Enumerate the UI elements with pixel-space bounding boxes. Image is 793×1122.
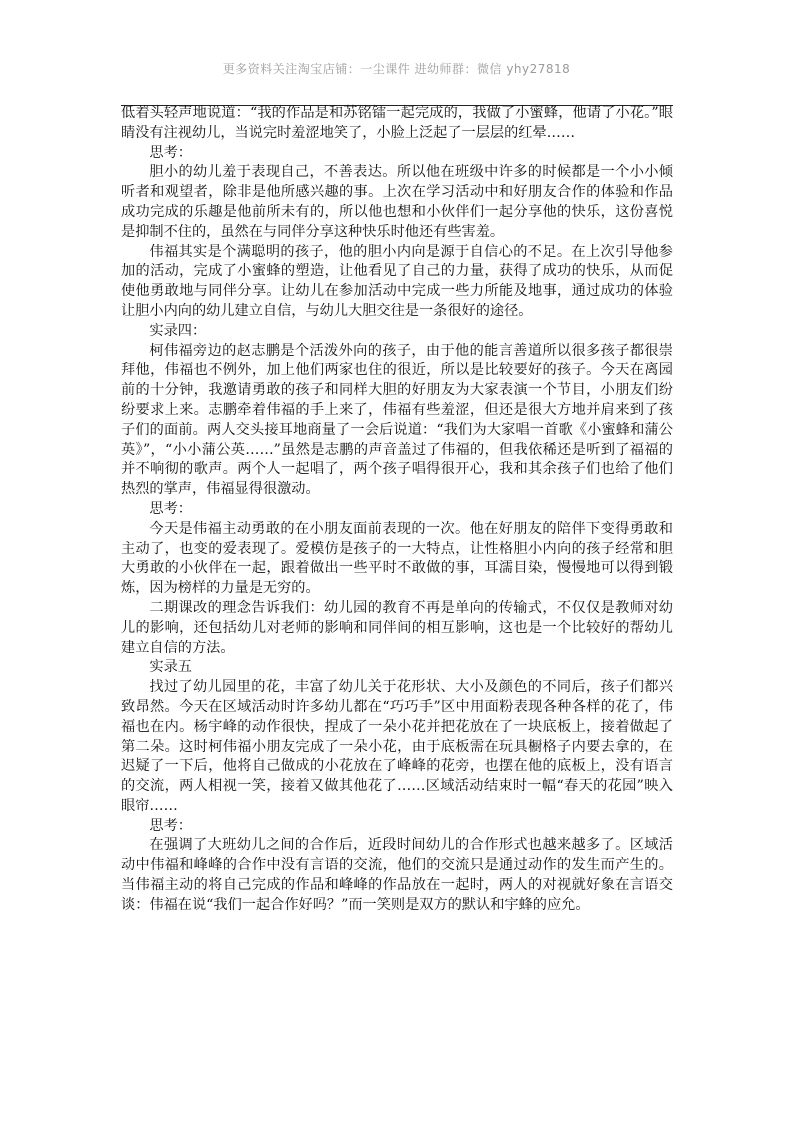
paragraph: 柯伟福旁边的赵志鹏是个活泼外向的孩子，由于他的能言善道所以很多孩子都很崇拜他，伟福也不例外，加上他们两家也住的很近，所以是比较要好的孩子。今天在离园前的十分钟，我邀请勇敢的孩子和同样大胆的好朋友为大家表演一个节目，小朋友们纷纷要求上来。志鹏牵着伟福的手上来了，伟福有些羞涩，但还是很大方地并肩来到了孩子们的面前。两人交头接耳地商量了一会后说道：“我们为大家唱一首歌《小蜜蜂和蒲公英》”，“小小蒲公英……”虽然是志鹏的声音盖过了伟福的，但我依稀还是听到了福福的并不响彻的歌声。两个人一起唱了，两个孩子唱得很开心，我和其余孩子们也给了他们热烈的掌声，伟福显得很激动。	[121, 342, 673, 498]
section-label: 实录四：	[149, 322, 207, 339]
section-label: 思考：	[149, 817, 192, 834]
paragraph: 二期课改的理念告诉我们：幼儿园的教育不再是单向的传输式，不仅仅是教师对幼儿的影响，还包括幼儿对老师的影响和同伴间的相互影响，这也是一个比较好的帮幼儿建立自信的方法。	[121, 599, 673, 656]
document-body	[121, 104, 673, 916]
section-label: 思考：	[149, 500, 192, 517]
paragraph: 在强调了大班幼儿之间的合作后，近段时间幼儿的合作形式也越来越多了。区域活动中伟福和峰峰的合作中没有言语的交流，他们的交流只是通过动作的发生而产生的。当伟福主动的将自己完成的作品和峰峰的作品放在一起时，两人的对视就好象在言语交谈：伟福在说“我们一起合作好吗？”而一笑则是双方的默认和宇蜂的应允。	[121, 837, 673, 913]
section-label: 实录五	[149, 659, 192, 676]
paragraph: 伟福其实是个满聪明的孩子，他的胆小内向是源于自信心的不足。在上次引导他参加的活动，完成了小蜜蜂的塑造，让他看见了自己的力量，获得了成功的快乐，从而促使他勇敢地与同伴分享。让幼儿在参加活动中完成一些力所能及地事，通过成功的体验让胆小内向的幼儿建立自信，与幼儿大胆交往是一条很好的途径。	[121, 243, 673, 319]
header-watermark: 更多资料关注淘宝店铺：一尘课件 进幼师群：微信 yhy27818	[222, 62, 571, 76]
section-label: 思考：	[149, 144, 192, 161]
paragraph: 低着头轻声地说道：“我的作品是和苏铭镭一起完成的，我做了小蜜蜂，他请了小花。”眼睛没有注视幼儿，当说完时羞涩地笑了，小脸上泛起了一层层的红晕……	[121, 105, 673, 141]
paragraph: 今天是伟福主动勇敢的在小朋友面前表现的一次。他在好朋友的陪伴下变得勇敢和主动了，也变的爱表现了。爱模仿是孩子的一大特点，让性格胆小内向的孩子经常和胆大勇敢的小伙伴在一起，跟着做出一些平时不敢做的事，耳濡目染，慢慢地可以得到锻炼，因为榜样的力量是无穷的。	[121, 520, 673, 597]
paragraph: 胆小的幼儿羞于表现自己，不善表达。所以他在班级中许多的时候都是一个小小倾听者和观望者，除非是他所感兴趣的事。上次在学习活动中和好朋友合作的体验和作品成功完成的乐趣是他前所未有的，所以他也想和小伙伴们一起分享他的快乐，这份喜悦是抑制不住的，虽然在与同伴分享这种快乐时他还有些害羞。	[121, 164, 673, 240]
paragraph: 找过了幼儿园里的花，丰富了幼儿关于花形状、大小及颜色的不同后，孩子们都兴致昂然。今天在区域活动时许多幼儿都在“巧巧手”区中用面粉表现各种各样的花了，伟福也在内。杨宇峰的动作很快，捏成了一朵小花并把花放在了一块底板上，接着做起了第二朵。这时柯伟福小朋友完成了一朵小花，由于底板需在玩具橱格子内要去拿的，在迟疑了一下后，他将自己做成的小花放在了峰峰的花旁，也摆在他的底板上，没有语言的交流，两人相视一笑，接着又做其他花了……区域活动结束时一幅“春天的花园”映入眼帘……	[121, 679, 673, 814]
